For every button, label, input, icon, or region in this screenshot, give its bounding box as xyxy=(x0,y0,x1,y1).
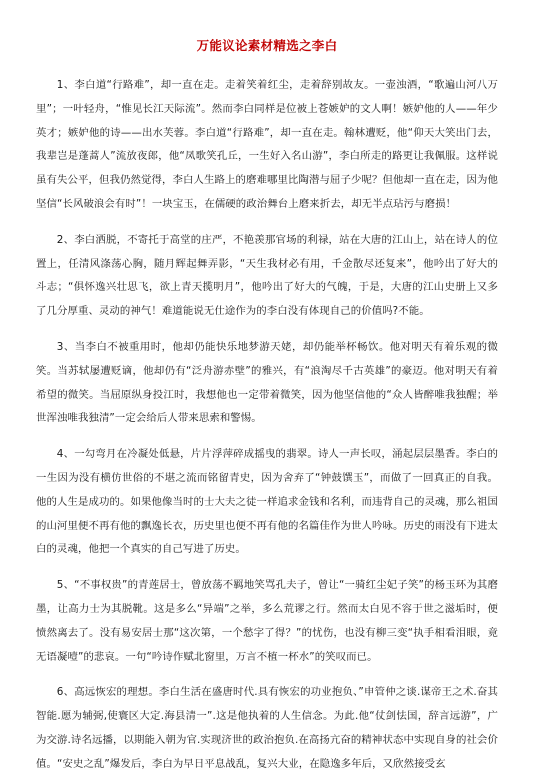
paragraph-6: 6、高远恢宏的理想。李白生活在盛唐时代.具有恢宏的功业抱负、”申管仲之谈.谋帝王之术.奋其智能.愿为辅弼,使寰区大定.海县清一”.这是他执着的人生信念。为此.他“仗剑怯国，辞言远游”，广为交游.诗名远播，以期能入朝为官.实现济世的政治抱负.在高扬亢奋的精神状态中实现自身的社会价值。“安史之乱”爆发后，李白为早日平息战乱，复兴大业，在隐逸多年后，又欣然接受玄 xyxy=(36,686,498,770)
paragraph-3: 3、当李白不被重用时，他却仍能快乐地梦游天姥，却仍能举杯畅饮。他对明天有着乐观的微笑。当苏轼屡遭贬谪，他却仍有“泛舟游赤壁”的雅兴，有“浪淘尽千古英雄”的豪迈。他对明天有着希望的微笑。当屈原纵身投江时，我想他也一定带着微笑，因为他坚信他的“众人皆醉唯我独醒；举世浑浊唯我独清”一定会给后人带来思索和警惕。 xyxy=(36,340,498,425)
paragraph-4: 4、一勾弯月在冷凝处低悬，片片浮萍碎成摇曳的翡翠。诗人一声长叹，涌起层层墨香。李白的一生因为没有横仿世俗的不堪之流而铭留青史，因为舍弃了“钟鼓馔玉”，而做了一回真正的自我。他的人生是成功的。如果他像当时的士大夫之徒一样追求金钱和名利，而违背自己的灵魂，那么祖国的山河里便不再有他的飘逸长衣，历史里也便不再有他的名篇佳作为世人吟咏。历史的雨没有下进太白的灵魂，他把一个真实的自己写进了历史。 xyxy=(36,448,498,556)
paragraph-2: 2、李白洒脱，不寄托于高堂的庄严，不艳羡那官场的利禄，站在大唐的江山上，站在诗人的位置上，任清风涤荡心胸，随月辉起舞弄影，“天生我材必有用，千金散尽还复来”，他吟出了好大的斗志；“俱怀逸兴壮思飞，欲上青天揽明月”，他吟出了好大的气魄，于是，大唐的江山史册上又多了几分厚重、灵动的神气！难道能说无仕途作为的李白没有体现自己的价值吗?不能。 xyxy=(36,233,498,318)
document-title: 万能议论素材精选之李白 xyxy=(196,38,338,53)
paragraph-1: 1、李白道“行路难”，却一直在走。走着笑着红尘，走着辞别故友。一壶浊酒，“歌遍山河八万里”；一叶轻舟，“惟见长江天际流”。然而李白同样是位被上苍嫉妒的文人啊！嫉妒他的人——年少英才；嫉妒他的诗——出水芙蓉。李白道“行路难”，却一直在走。翰林遭贬，他“仰天大笑出门去，我辈岂是蓬蒿人”流放夜郎，他“凤歌笑孔丘，一生好入名山游”，李白所走的路更让我佩服。这样说虽有失公平，但我仍然觉得，李白人生路上的磨难哪里比陶潜与屈子少呢？但他却一直在走，因为他坚信“长风破浪会有时”！一块宝玉，在儒硬的政治舞台上磨来折去，却无半点玷污与磨损！ xyxy=(36,79,498,210)
paragraph-5: 5、“不事权贵”的青莲居士，曾放荡不羁地笑骂孔夫子，曾让“一骑红尘妃子笑”的杨玉环为其磨墨，让高力士为其脱靴。这是多么“异端”之举，多么荒谬之行。然而太白见不容于世之滋垢时，便愤然离去了。没有易安居士那“这次第，一个愁字了得？”的忧伤，也没有柳三变“执手相看泪眼，竟无语凝噎”的悲哀。一句“吟诗作赋北窗里，万言不植一杯水”的笑叹而已。 xyxy=(36,579,498,663)
